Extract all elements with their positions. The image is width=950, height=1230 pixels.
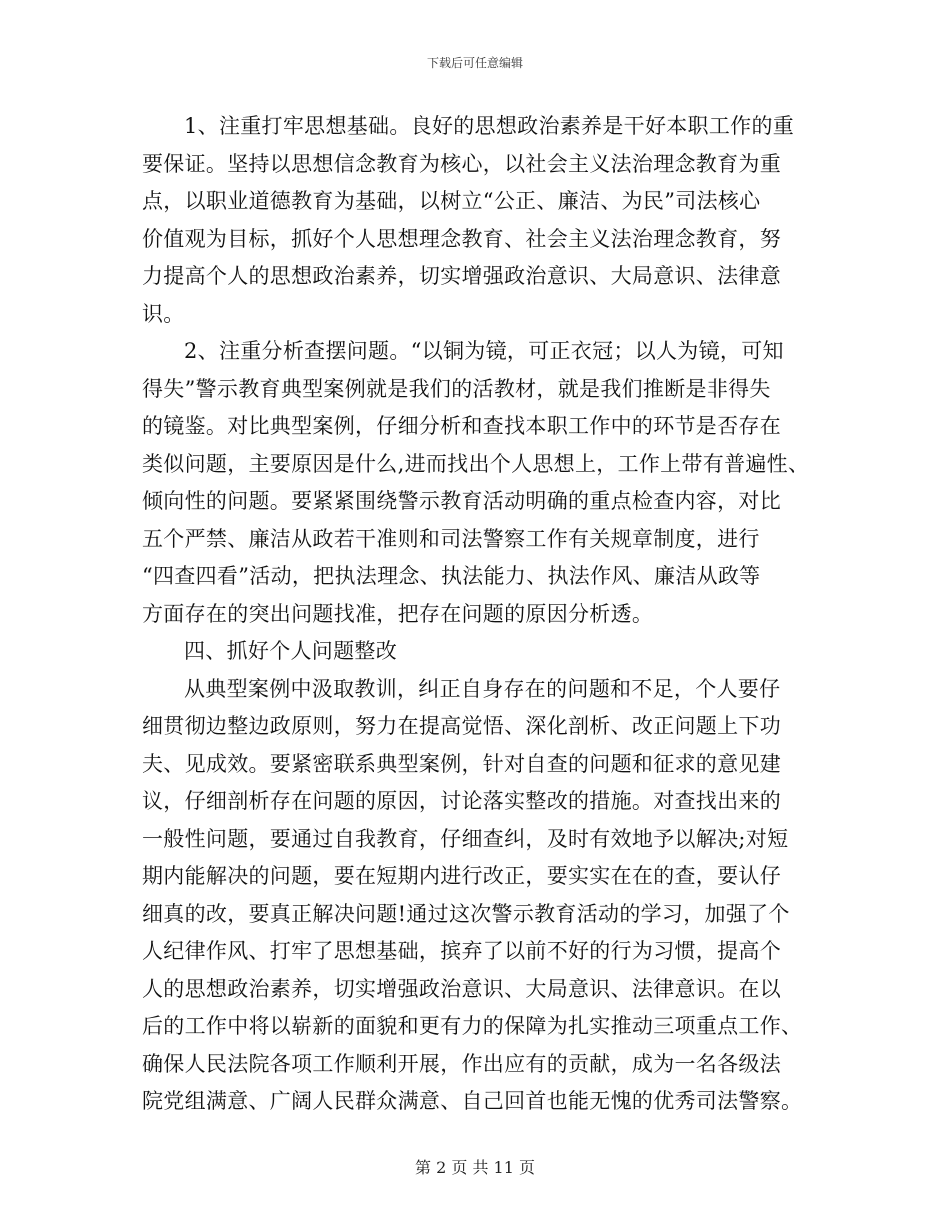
paragraph-line: 五个严禁、廉洁从政若干准则和司法警察工作有关规章制度，进行 <box>142 526 760 551</box>
paragraph-line: 一般性问题，要通过自我教育，仔细查纠，及时有效地予以解决;对短 <box>142 826 789 851</box>
paragraph-line: 要保证。坚持以思想信念教育为核心，以社会主义法治理念教育为重 <box>142 151 781 176</box>
paragraph-line: 人的思想政治素养，切实增强政治意识、大局意识、法律意识。在以 <box>142 976 781 1001</box>
paragraph-line: 力提高个人的思想政治素养，切实增强政治意识、大局意识、法律意 <box>142 264 781 288</box>
paragraph-line: 2、注重分析查摆问题。“以铜为镜，可正衣冠；以人为镜，可知 <box>184 339 784 363</box>
paragraph-line: 价值观为目标，抓好个人思想理念教育、社会主义法治理念教育，努 <box>142 226 781 251</box>
page-header: 下载后可任意编辑 <box>426 56 523 70</box>
paragraph-line: 识。 <box>142 301 185 326</box>
paragraph-line: 确保人民法院各项工作顺利开展，作出应有的贡献，成为一名各级法 <box>142 1051 781 1076</box>
paragraph-line: 方面存在的突出问题找准，把存在问题的原因分析透。 <box>142 601 654 626</box>
paragraph-line: 倾向性的问题。要紧紧围绕警示教育活动明确的重点检查内容，对比 <box>142 489 781 513</box>
paragraph-line: “四查四看”活动，把执法理念、执法能力、执法作风、廉洁从政等 <box>142 564 761 588</box>
paragraph-line: 从典型案例中汲取教训，纠正自身存在的问题和不足，个人要仔 <box>184 676 781 701</box>
paragraph-line: 议，仔细剖析存在问题的原因，讨论落实整改的措施。对查找出来的 <box>142 789 781 813</box>
paragraph-line: 点，以职业道德教育为基础，以树立“公正、廉洁、为民”司法核心 <box>142 189 761 213</box>
paragraph-line: 后的工作中将以崭新的面貌和更有力的保障为扎实推动三项重点工作、 <box>142 1014 803 1038</box>
paragraph-line: 院党组满意、广阔人民群众满意、自己回首也能无愧的优秀司法警察。 <box>142 1089 803 1113</box>
page-footer: 第 2 页 共 11 页 <box>415 1158 535 1177</box>
section-heading: 四、抓好个人问题整改 <box>184 639 397 663</box>
paragraph-line: 得失”警示教育典型案例就是我们的活教材，就是我们推断是非得失 <box>142 376 771 401</box>
document-body <box>142 108 822 1121</box>
paragraph-line: 期内能解决的问题，要在短期内进行改正，要实实在在的查，要认仔 <box>142 864 781 888</box>
paragraph-line: 夫、见成效。要紧密联系典型案例，针对自查的问题和征求的意见建 <box>142 751 781 776</box>
paragraph-line: 类似问题，主要原因是什么,进而找出个人思想上，工作上带有普遍性、 <box>142 451 810 476</box>
paragraph-line: 细真的改，要真正解决问题!通过这次警示教育活动的学习，加强了个 <box>142 901 790 926</box>
paragraph-line: 1、注重打牢思想基础。良好的思想政治素养是干好本职工作的重 <box>184 114 795 138</box>
paragraph-line: 细贯彻边整边政原则，努力在提高觉悟、深化剖析、改正问题上下功 <box>142 714 781 738</box>
paragraph-line: 人纪律作风、打牢了思想基础，摈弃了以前不好的行为习惯，提高个 <box>142 939 781 963</box>
paragraph-line: 的镜鉴。对比典型案例，仔细分析和查找本职工作中的环节是否存在 <box>142 414 781 438</box>
